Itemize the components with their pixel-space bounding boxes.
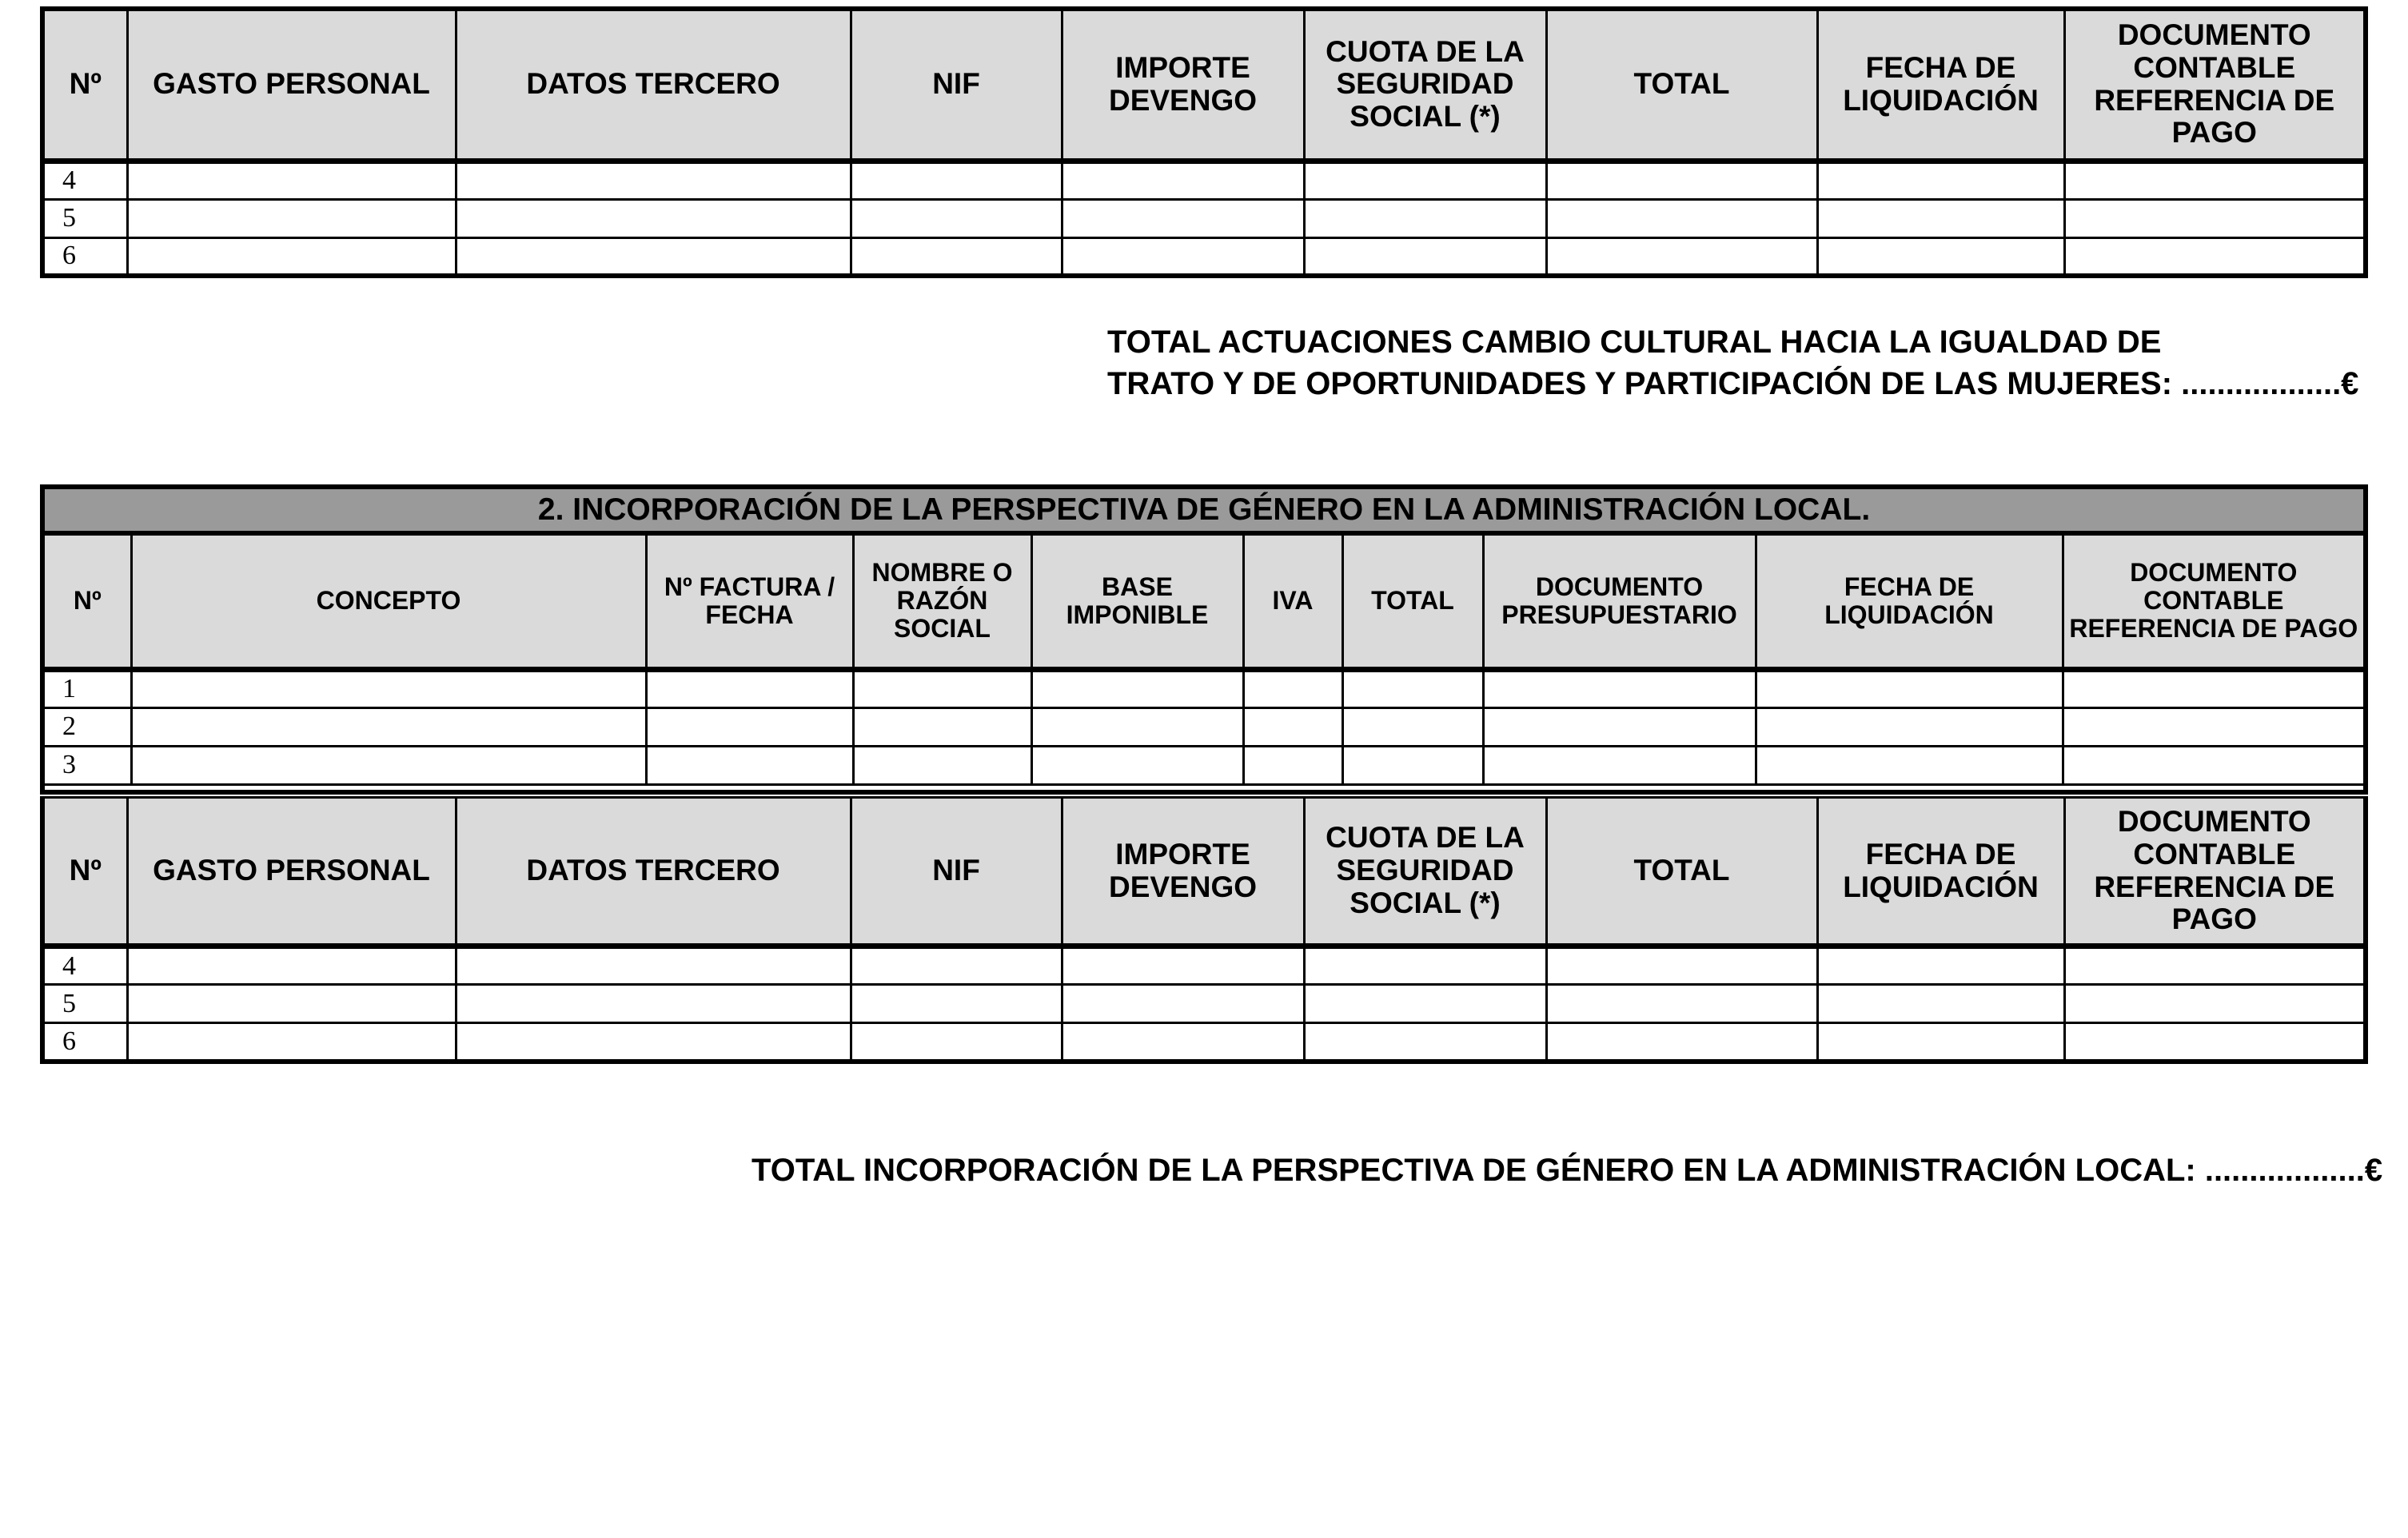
col-header-documento-contable: DOCUMENTO CONTABLE REFERENCIA DE PAGO	[2063, 533, 2366, 669]
fecha-cell[interactable]	[1817, 237, 2064, 276]
cuota-cell[interactable]	[1304, 985, 1546, 1023]
documento-cell[interactable]	[2064, 1023, 2366, 1062]
base-imponible-cell[interactable]	[1031, 669, 1243, 707]
iva-cell[interactable]	[1243, 669, 1342, 707]
cuota-cell[interactable]	[1304, 199, 1546, 237]
datos-tercero-cell[interactable]	[456, 199, 851, 237]
concepto-cell[interactable]	[131, 746, 646, 784]
section-2-table	[40, 484, 2368, 795]
datos-tercero-cell[interactable]	[456, 1023, 851, 1062]
nif-cell[interactable]	[851, 237, 1062, 276]
razon-social-cell[interactable]	[853, 746, 1031, 784]
col-header-concepto: CONCEPTO	[131, 533, 646, 669]
importe-devengo-cell[interactable]	[1062, 985, 1304, 1023]
fecha-cell[interactable]	[1756, 707, 2063, 746]
total-cell[interactable]	[1342, 746, 1483, 784]
col-header-number: Nº	[42, 9, 127, 161]
col-header-number: Nº	[42, 798, 127, 946]
base-imponible-cell[interactable]	[1031, 746, 1243, 784]
factura-cell[interactable]	[646, 746, 853, 784]
col-header-nombre-razon-social: NOMBRE O RAZÓN SOCIAL	[853, 533, 1031, 669]
col-header-gasto-personal: GASTO PERSONAL	[127, 798, 456, 946]
col-header-importe-devengo: IMPORTE DEVENGO	[1062, 798, 1304, 946]
table-row	[42, 746, 2366, 784]
gasto-personal-cell[interactable]	[127, 199, 456, 237]
cuota-cell[interactable]	[1304, 161, 1546, 199]
nif-cell[interactable]	[851, 161, 1062, 199]
col-header-total: TOTAL	[1546, 9, 1817, 161]
row-number: 6	[42, 237, 127, 276]
fecha-cell[interactable]	[1817, 1023, 2064, 1062]
documento-cell[interactable]	[2064, 985, 2366, 1023]
col-header-datos-tercero: DATOS TERCERO	[456, 798, 851, 946]
col-header-cuota-seguridad-social: CUOTA DE LA SEGURIDAD SOCIAL (*)	[1304, 9, 1546, 161]
doc-presupuestario-cell[interactable]	[1483, 707, 1756, 746]
table-row	[42, 707, 2366, 746]
col-header-gasto-personal: GASTO PERSONAL	[127, 9, 456, 161]
documento-cell[interactable]	[2063, 707, 2366, 746]
datos-tercero-cell[interactable]	[456, 946, 851, 985]
personal-expenses-table-1	[40, 6, 2368, 278]
iva-cell[interactable]	[1243, 746, 1342, 784]
col-header-cuota-seguridad-social: CUOTA DE LA SEGURIDAD SOCIAL (*)	[1304, 798, 1546, 946]
factura-cell[interactable]	[646, 707, 853, 746]
concepto-cell[interactable]	[131, 669, 646, 707]
row-number: 2	[42, 707, 131, 746]
col-header-number: Nº	[42, 533, 131, 669]
col-header-base-imponible: BASE IMPONIBLE	[1031, 533, 1243, 669]
importe-devengo-cell[interactable]	[1062, 946, 1304, 985]
col-header-factura-fecha: Nº FACTURA / FECHA	[646, 533, 853, 669]
cuota-cell[interactable]	[1304, 946, 1546, 985]
section-divider	[42, 784, 2366, 792]
col-header-nif: NIF	[851, 9, 1062, 161]
documento-cell[interactable]	[2064, 946, 2366, 985]
col-header-importe-devengo: IMPORTE DEVENGO	[1062, 9, 1304, 161]
col-header-fecha-liquidacion: FECHA DE LIQUIDACIÓN	[1817, 9, 2064, 161]
datos-tercero-cell[interactable]	[456, 985, 851, 1023]
gasto-personal-cell[interactable]	[127, 161, 456, 199]
total-cambio-cultural-line2: TRATO Y DE OPORTUNIDADES Y PARTICIPACIÓN DE LAS MUJERES: ..................€	[1107, 366, 2359, 401]
fecha-cell[interactable]	[1756, 669, 2063, 707]
row-number: 5	[42, 985, 127, 1023]
total-cambio-cultural	[1107, 321, 2358, 404]
documento-cell[interactable]	[2064, 237, 2366, 276]
gasto-personal-cell[interactable]	[127, 1023, 456, 1062]
total-cell[interactable]	[1342, 669, 1483, 707]
table-row	[42, 1023, 2366, 1062]
row-number: 1	[42, 669, 131, 707]
documento-cell[interactable]	[2063, 669, 2366, 707]
gasto-personal-cell[interactable]	[127, 985, 456, 1023]
table-row	[42, 237, 2366, 276]
fecha-cell[interactable]	[1817, 199, 2064, 237]
row-number: 4	[42, 161, 127, 199]
row-number: 5	[42, 199, 127, 237]
table-row	[42, 946, 2366, 985]
table-row	[42, 985, 2366, 1023]
col-header-total: TOTAL	[1546, 798, 1817, 946]
razon-social-cell[interactable]	[853, 669, 1031, 707]
col-header-fecha-liquidacion: FECHA DE LIQUIDACIÓN	[1756, 533, 2063, 669]
doc-presupuestario-cell[interactable]	[1483, 746, 1756, 784]
col-header-documento-presupuestario: DOCUMENTO PRESUPUESTARIO	[1483, 533, 1756, 669]
col-header-nif: NIF	[851, 798, 1062, 946]
nif-cell[interactable]	[851, 199, 1062, 237]
row-number: 3	[42, 746, 131, 784]
datos-tercero-cell[interactable]	[456, 161, 851, 199]
fecha-cell[interactable]	[1756, 746, 2063, 784]
total-cell[interactable]	[1546, 985, 1817, 1023]
documento-cell[interactable]	[2064, 199, 2366, 237]
table-row	[42, 161, 2366, 199]
nif-cell[interactable]	[851, 985, 1062, 1023]
doc-presupuestario-cell[interactable]	[1483, 669, 1756, 707]
fecha-cell[interactable]	[1817, 985, 2064, 1023]
fecha-cell[interactable]	[1817, 946, 2064, 985]
table-row	[42, 669, 2366, 707]
section-2-title: 2. INCORPORACIÓN DE LA PERSPECTIVA DE GÉNERO EN LA ADMINISTRACIÓN LOCAL.	[42, 487, 2366, 533]
col-header-fecha-liquidacion: FECHA DE LIQUIDACIÓN	[1817, 798, 2064, 946]
gasto-personal-cell[interactable]	[127, 237, 456, 276]
documento-cell[interactable]	[2064, 161, 2366, 199]
total-cell[interactable]	[1546, 161, 1817, 199]
col-header-datos-tercero: DATOS TERCERO	[456, 9, 851, 161]
total-cambio-cultural-line1: TOTAL ACTUACIONES CAMBIO CULTURAL HACIA LA IGUALDAD DE	[1107, 325, 2162, 360]
total-perspectiva-genero: TOTAL INCORPORACIÓN DE LA PERSPECTIVA DE GÉNERO EN LA ADMINISTRACIÓN LOCAL: ..................€	[752, 1153, 2383, 1188]
iva-cell[interactable]	[1243, 707, 1342, 746]
col-header-total: TOTAL	[1342, 533, 1483, 669]
nif-cell[interactable]	[851, 946, 1062, 985]
importe-devengo-cell[interactable]	[1062, 1023, 1304, 1062]
row-number: 6	[42, 1023, 127, 1062]
col-header-iva: IVA	[1243, 533, 1342, 669]
total-cell[interactable]	[1546, 946, 1817, 985]
nif-cell[interactable]	[851, 1023, 1062, 1062]
concepto-cell[interactable]	[131, 707, 646, 746]
base-imponible-cell[interactable]	[1031, 707, 1243, 746]
cuota-cell[interactable]	[1304, 1023, 1546, 1062]
col-header-documento-contable: DOCUMENTO CONTABLE REFERENCIA DE PAGO	[2064, 798, 2366, 946]
documento-cell[interactable]	[2063, 746, 2366, 784]
total-cell[interactable]	[1546, 1023, 1817, 1062]
importe-devengo-cell[interactable]	[1062, 199, 1304, 237]
table-row	[42, 199, 2366, 237]
razon-social-cell[interactable]	[853, 707, 1031, 746]
datos-tercero-cell[interactable]	[456, 237, 851, 276]
gasto-personal-cell[interactable]	[127, 946, 456, 985]
total-cell[interactable]	[1546, 199, 1817, 237]
personal-expenses-table-2	[40, 796, 2368, 1064]
fecha-cell[interactable]	[1817, 161, 2064, 199]
total-cell[interactable]	[1546, 237, 1817, 276]
col-header-documento-contable: DOCUMENTO CONTABLE REFERENCIA DE PAGO	[2064, 9, 2366, 161]
total-cell[interactable]	[1342, 707, 1483, 746]
factura-cell[interactable]	[646, 669, 853, 707]
cuota-cell[interactable]	[1304, 237, 1546, 276]
importe-devengo-cell[interactable]	[1062, 161, 1304, 199]
importe-devengo-cell[interactable]	[1062, 237, 1304, 276]
row-number: 4	[42, 946, 127, 985]
